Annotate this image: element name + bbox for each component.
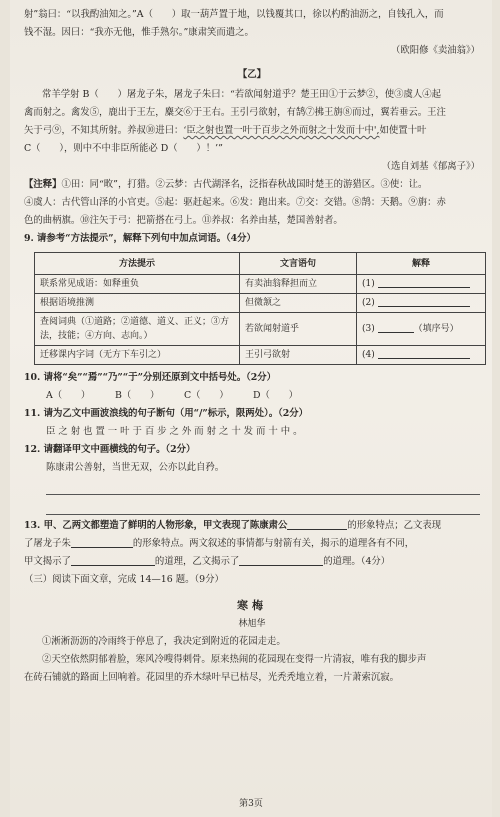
method-cell: 联系常见成语：如释重负 xyxy=(35,275,240,294)
q12-answer-line-1[interactable] xyxy=(46,477,480,495)
section-b-label: 【乙】 xyxy=(237,69,267,80)
q13-text: 甲文揭示了 xyxy=(24,556,71,567)
passage-b-line-1: 常羊学射 B（ ）屠龙子朱，屠龙子朱曰：“若欲闻射道乎？楚王田①于云梦②，使③虞人④起 xyxy=(42,89,442,100)
sentence-cell: 王引弓欲射 xyxy=(240,346,357,365)
answer-cell[interactable] xyxy=(357,294,486,313)
q13-line-3 xyxy=(24,553,480,571)
wavy-sentence: ‘臣之射也置一叶于百步之外而射之十发而十中', xyxy=(183,125,380,136)
notes-text-1: ①田：同“畋”，打猎。②云梦：古代湖泽名，泛指春秋战国时楚王的游猎区。③使：让。 xyxy=(61,179,428,190)
table-row xyxy=(35,275,486,294)
notes-line-3: 色的曲柄旗。⑩注矢于弓：把箭搭在弓上。⑪养叔：名养由基，楚国善射者。 xyxy=(24,215,343,226)
q10-slot-a[interactable]: A（ ） xyxy=(46,390,91,401)
passage-a-source: （欧阳修《卖油翁》） xyxy=(390,45,480,56)
q12-sentence: 陈康肃公善射，当世无双，公亦以此自矜。 xyxy=(46,462,225,473)
q13-blank-3[interactable] xyxy=(71,554,155,566)
answer-cell[interactable] xyxy=(357,346,486,365)
article-author: 林旭华 xyxy=(238,619,266,629)
answer-blank[interactable] xyxy=(378,296,470,307)
method-cell: 迁移课内字词（无方下车引之） xyxy=(35,346,240,365)
q9-label: 9. 请参考“方法提示”，解释下列句中加点词语。（4分） xyxy=(24,233,256,244)
passage-a-line-1: 射”翁曰：“以我酌油知之。”A（ ）取一葫芦置于地，以钱覆其口，徐以杓酌油沥之，自钱孔入，而 xyxy=(24,9,444,20)
passage-b-line-3 xyxy=(24,122,480,140)
sentence-cell: 但微颔之 xyxy=(240,294,357,313)
passage-b-line-4: C（ ），则中不中非臣所能必 D（ ）！’” xyxy=(24,143,223,154)
q12-label: 12. 请翻译甲文中画横线的句子。（2分） xyxy=(24,444,196,455)
page-number: 第3页 xyxy=(239,799,263,809)
answer-blank[interactable] xyxy=(378,348,470,359)
article-para-2-cont: 在砖石铺就的路面上回响着。花园里的乔木绿叶早已枯尽，光秃秃地立着，一片萧索沉寂。 xyxy=(24,672,400,683)
q12-answer-line-2[interactable] xyxy=(46,497,480,515)
q10-slot-b[interactable]: B（ ） xyxy=(114,390,160,401)
answer-hint: （填序号） xyxy=(413,324,459,334)
passage-b-line-2: 禽而射之。禽发⑤，鹿出于王左，麋交⑥于王右。王引弓欲射，有鹄⑦拂王旃⑧而过，翼若垂云。王注 xyxy=(24,107,446,118)
answer-num: (1) xyxy=(362,279,375,289)
notes-line-2: ④虞人：古代管山泽的小官吏。⑤起：驱赶起来。⑥发：跑出来。⑦交：交错。⑧鹄：天鹅。⑨旃：赤 xyxy=(24,197,446,208)
answer-blank[interactable] xyxy=(378,277,470,288)
method-cell: 根据语境推测 xyxy=(35,294,240,313)
passage-b-line-3-tail: 如使置十叶 xyxy=(379,125,427,136)
exam-page xyxy=(10,0,492,817)
article-para-1: ①淅淅沥沥的冷雨终于停息了，我决定到附近的花园走走。 xyxy=(42,636,286,647)
q13-text: 的形象特点；乙文表现 xyxy=(347,520,442,531)
answer-cell[interactable] xyxy=(357,313,486,346)
q13-line-2 xyxy=(24,535,480,553)
q10-slots xyxy=(24,387,480,405)
article-title: 寒梅 xyxy=(237,599,267,612)
passage-b-source: （选自刘基《郁离子》） xyxy=(381,161,480,172)
q13-text: 的形象特点。两文叙述的事情都与射箭有关，揭示的道理各有不同， xyxy=(132,538,415,549)
notes-line-1 xyxy=(24,176,480,194)
passage-a-line-2: 钱不湿。因曰：“我亦无他，惟手熟尔。”康肃笑而遣之。 xyxy=(24,27,254,38)
q13-text: 的道理，乙文揭示了 xyxy=(154,556,240,567)
article-para-2: ②天空依然阴郁着脸，寒风冷嗖得刺骨。原来热闹的花园现在变得一片清寂，唯有我的脚步声 xyxy=(42,654,427,665)
q10-slot-c[interactable]: C（ ） xyxy=(183,390,229,401)
q13-blank-1[interactable] xyxy=(287,518,347,530)
q13-blank-4[interactable] xyxy=(239,554,323,566)
q9-method-table xyxy=(34,252,486,365)
sentence-cell: 有卖油翁释担而立 xyxy=(240,275,357,294)
answer-num: (4) xyxy=(362,350,375,360)
section-3-label: （三）阅读下面文章，完成 14—16 题。（9分） xyxy=(24,574,224,585)
q13 xyxy=(24,517,480,571)
table-row xyxy=(35,313,486,346)
table-header-method: 方法提示 xyxy=(35,253,240,275)
q10-label: 10. 请将“矣”“焉”“乃”“于”分别还原到文中括号处。（2分） xyxy=(24,372,277,383)
passage-b-line-3-text: 矢于弓⑨，不知其所射。养叔⑩进曰： xyxy=(24,125,184,136)
table-header-explain: 解释 xyxy=(357,253,486,275)
q11-label: 11. 请为乙文中画波浪线的句子断句（用“/”标示，限两处）。（2分） xyxy=(24,408,309,419)
table-header-sentence: 文言语句 xyxy=(240,253,357,275)
answer-blank[interactable] xyxy=(378,322,414,333)
q10-slot-d[interactable]: D（ ） xyxy=(252,390,298,401)
notes-label: 【注释】 xyxy=(24,179,62,190)
q11-sentence[interactable]: 臣 之 射 也 置 一 叶 于 百 步 之 外 而 射 之 十 发 而 十 中 。 xyxy=(46,426,303,437)
table-row xyxy=(35,294,486,313)
q13-blank-2[interactable] xyxy=(71,536,133,548)
q13-text: 的道理。（4分） xyxy=(323,556,391,567)
answer-num: (2) xyxy=(362,298,375,308)
answer-cell[interactable] xyxy=(357,275,486,294)
q13-text: 了屠龙子朱 xyxy=(24,538,71,549)
answer-num: (3) xyxy=(362,324,375,334)
method-cell: 查阅词典（①道路；②道德、道义、正义；③方法，技能；④方向、志向。） xyxy=(35,313,240,346)
q13-text: 13. 甲、乙两文都塑造了鲜明的人物形象，甲文表现了陈康肃公 xyxy=(24,520,288,531)
table-row xyxy=(35,346,486,365)
sentence-cell: 若欲闻射道乎 xyxy=(240,313,357,346)
q13-line-1 xyxy=(24,517,480,535)
